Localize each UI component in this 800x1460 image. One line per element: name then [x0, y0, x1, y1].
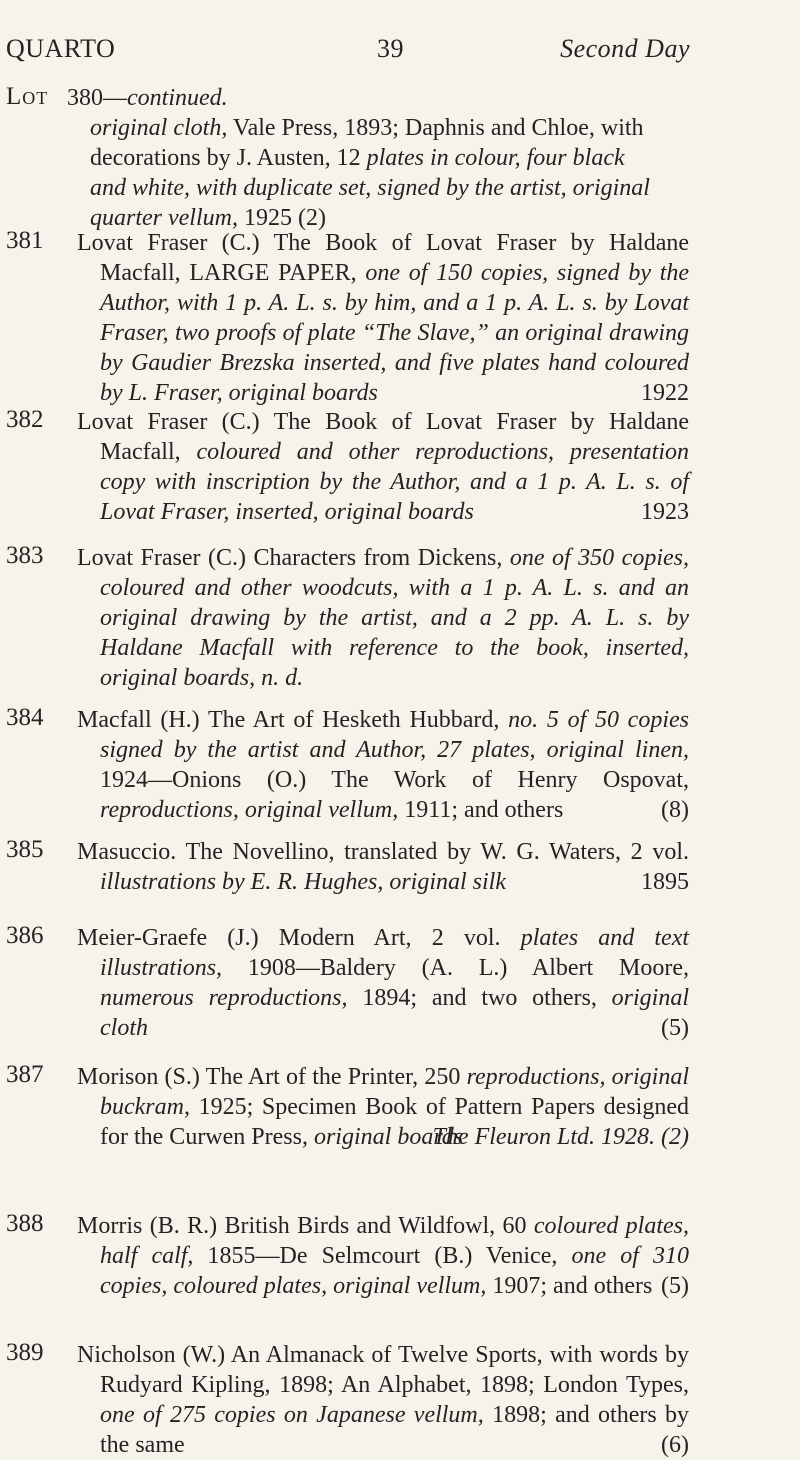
lot-number: 386 — [6, 922, 44, 949]
lot-number: 382 — [6, 406, 44, 433]
lot-description — [77, 1211, 689, 1301]
lot-description — [77, 407, 689, 527]
lot-description — [77, 923, 689, 1043]
lot-number: 384 — [6, 704, 44, 731]
lot-text: Masuccio. The Novellino, translated by W. G. Waters, 2 vol. illustrations by E. R. Hughes, original silk — [77, 839, 689, 895]
lot-text: Lovat Fraser (C.) Characters from Dickens, one of 350 copies, coloured and other woodcuts, with a 1 p. A. L. s. and an original drawing by the artist, and a 2 pp. A. L. s. by Haldane Macfall with reference to the book, inserted, original boards, n. d. — [77, 545, 689, 691]
lot-text: Macfall (H.) The Art of Hesketh Hubbard, no. 5 of 50 copies signed by the artist and Author, 27 plates, original linen, 1924—Onions (O.) The Work of Henry Ospovat, reproductions, original vellum, 1911; and others — [77, 707, 689, 823]
lot-quantity-or-date: 1895 — [641, 869, 689, 895]
lot-number: 388 — [6, 1210, 44, 1237]
lot-quantity-or-date: (5) — [661, 1273, 689, 1299]
header-format: QUARTO — [6, 34, 116, 63]
continued-tail: quarter vellum, 1925 (2) — [90, 205, 326, 231]
lot-quantity: (2) — [297, 205, 326, 231]
lot-text: Meier-Graefe (J.) Modern Art, 2 vol. plates and text illustrations, 1908—Baldery (A. L.) Albert Moore, numerous reproductions, 1894; and two others, original cloth — [77, 925, 690, 1041]
continued-line: original cloth, Vale Press, 1893; Daphnis and Chloe, with — [90, 115, 644, 141]
lot-description — [77, 705, 689, 825]
lot-column-label: Lot — [6, 83, 49, 110]
lot-number: 380 — [67, 85, 103, 111]
lot-quantity-or-date: 1922 — [641, 380, 689, 406]
lot-quantity-or-date: The Fleuron Ltd. 1928. (2) — [432, 1124, 689, 1150]
lot-text: Morison (S.) The Art of the Printer, 250 reproductions, original buckram, 1925; Specimen Book of Pattern Papers designed for the Curwen Press, original boards — [77, 1064, 689, 1150]
lot-number: 385 — [6, 836, 44, 863]
lot-number: 383 — [6, 542, 44, 569]
page-number: 39 — [377, 34, 404, 63]
continued-line: and white, with duplicate set, signed by the artist, original — [90, 175, 650, 201]
lot-quantity-or-date: 1923 — [641, 499, 689, 525]
lot-text: Lovat Fraser (C.) The Book of Lovat Fraser by Haldane Macfall, coloured and other reproductions, presentation copy with inscription by the Author, and a 1 p. A. L. s. of Lovat Fraser, inserted, original boards — [77, 409, 690, 525]
lot-description — [77, 1062, 689, 1152]
lot-description — [77, 543, 689, 693]
lot-description — [77, 1340, 689, 1460]
lot-description — [77, 228, 689, 408]
lot-text: Lovat Fraser (C.) The Book of Lovat Fraser by Haldane Macfall, LARGE PAPER, one of 150 copies, signed by the Author, with 1 p. A. L. s. by him, and a 1 p. A. L. s. by Lovat Fraser, two proofs of plate “The Slave,” an original drawing by Gaudier Brezska inserted, and five plates hand coloured by L. Fraser, original boards — [77, 230, 690, 406]
lot-description — [77, 837, 689, 897]
lot-quantity-or-date: (8) — [661, 797, 689, 823]
lot-text: Morris (B. R.) British Birds and Wildfowl, 60 coloured plates, half calf, 1855—De Selmcourt (B.) Venice, one of 310 copies, coloured plates, original vellum, 1907; and others — [77, 1213, 690, 1299]
lot-text: Nicholson (W.) An Almanack of Twelve Sports, with words by Rudyard Kipling, 1898; An Alphabet, 1898; London Types, one of 275 copies on Japanese vellum, 1898; and others by the same — [77, 1342, 689, 1458]
continued-line: decorations by J. Austen, 12 plates in colour, four black — [90, 145, 625, 171]
running-header — [0, 34, 800, 74]
lot-quantity-or-date: (6) — [661, 1432, 689, 1458]
lot-quantity-or-date: (5) — [661, 1015, 689, 1041]
lot-number: 387 — [6, 1061, 44, 1088]
lot-number: 389 — [6, 1339, 44, 1366]
lot-380-continued: 380—continued. original cloth, Vale Press, 1893; Daphnis and Chloe, with decorations by J. Austen, 12 plates in colour, four black and white, with duplicate set, signed by the artist, original quarter vellum, 1925 (2) — [67, 83, 689, 233]
lot-number: 381 — [6, 227, 44, 254]
header-sale-day: Second Day — [560, 34, 690, 63]
continued-label: continued. — [127, 85, 228, 111]
